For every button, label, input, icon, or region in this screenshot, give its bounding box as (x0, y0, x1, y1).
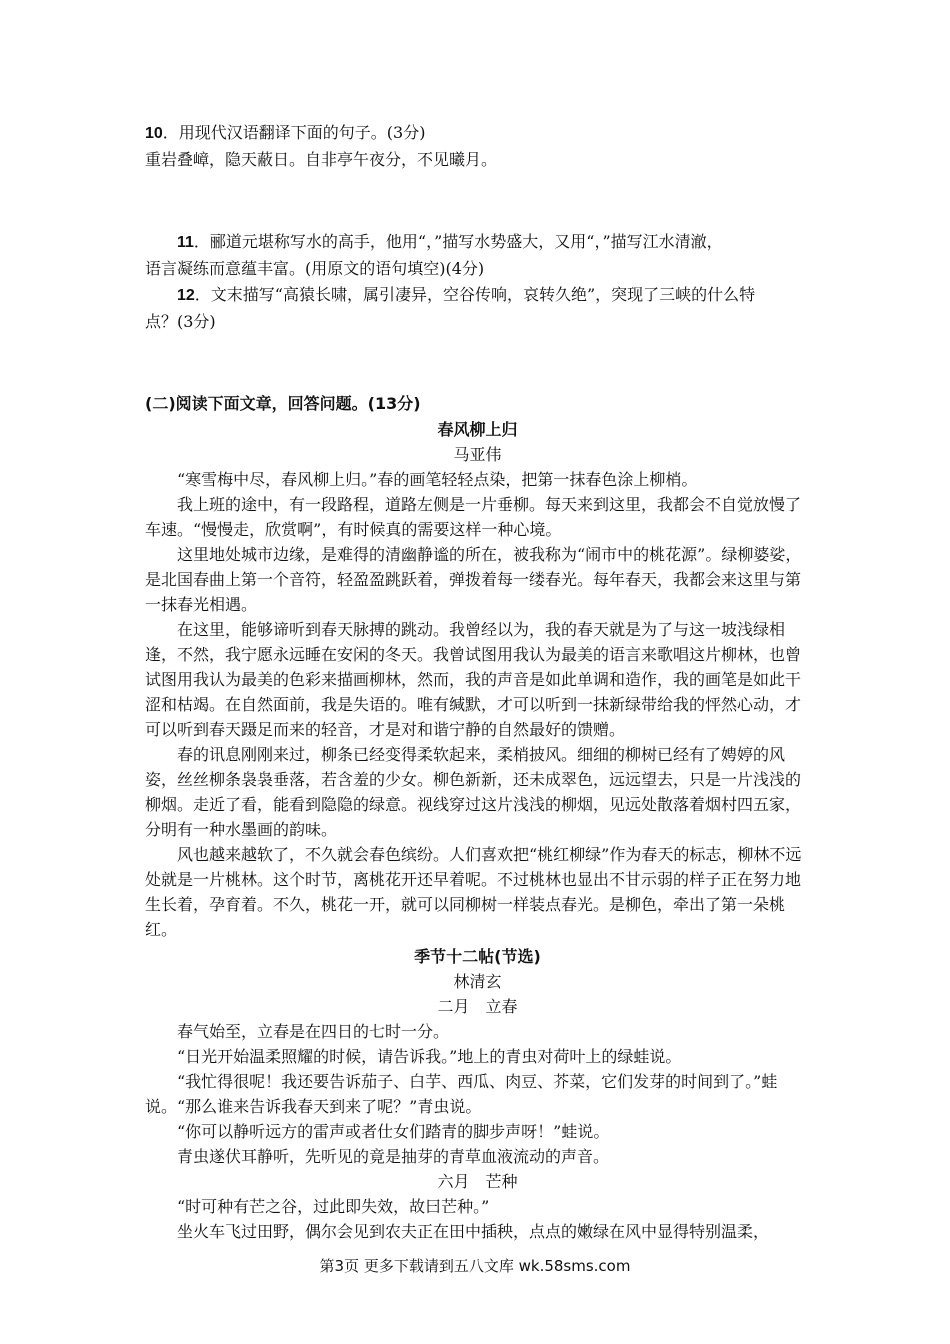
question-12 (145, 282, 810, 309)
question-10 (145, 120, 810, 147)
article-paragraph: 这里地处城市边缘，是难得的清幽静谧的所在，被我称为“闹市中的桃花源”。绿柳婆娑，是北国春曲上第一个音符，轻盈盈跳跃着，弹拨着每一缕春光。每年春天，我都会来这里与第一抹春光相遇。 (145, 545, 802, 614)
subsection-title: 二月 立春 (437, 997, 518, 1016)
article-author: 马亚伟 (453, 445, 502, 464)
article-paragraph: 春的讯息刚刚来过，柳条已经变得柔软起来，柔梢披风。细细的柳树已经有了娉婷的风姿，丝丝柳条袅袅垂落，若含羞的少女。柳色新新，还未成翠色，远远望去，只是一片浅浅的柳烟。走近了看，能看到隐隐的绿意。视线穿过这片浅浅的柳烟，见远处散落着烟村四五家，分明有一种水墨画的韵味。 (145, 745, 802, 839)
question-number: 12 (177, 287, 195, 304)
article-author: 林清玄 (453, 972, 502, 991)
article-paragraph: 在这里，能够谛听到春天脉搏的跳动。我曾经以为，我的春天就是为了与这一坡浅绿相逢，不然，我宁愿永远睡在安闲的冬天。我曾试图用我认为最美的语言来歌唱这片柳林，也曾试图用我认为最美的色彩来描画柳林，然而，我的声音是如此单调和造作，我的画笔是如此干涩和枯竭。在自然面前，我是失语的。唯有缄默，才可以听到一抹新绿带给我的怦然心动，才可以听到春天蹑足而来的轻音，才是对和谐宁静的自然最好的馈赠。 (145, 620, 802, 739)
article-paragraph: “寒雪梅中尽，春风柳上归。”春的画笔轻轻点染，把第一抹春色涂上柳梢。 (177, 470, 698, 489)
article-paragraph: “你可以静听远方的雷声或者仕女们踏青的脚步声呀！”蛙说。 (177, 1122, 610, 1141)
question-text: ．用现代汉语翻译下面的句子。(3分) (162, 123, 426, 142)
question-12-line2: 点？(3分) (145, 312, 216, 331)
article-paragraph: 坐火车飞过田野，偶尔会见到农夫正在田中插秧，点点的嫩绿在风中显得特别温柔， (177, 1222, 770, 1241)
question-number: 10 (145, 125, 163, 142)
section-heading: (二)阅读下面文章，回答问题。(13分) (145, 394, 421, 413)
article-paragraph: 春气始至，立春是在四日的七时一分。 (177, 1022, 450, 1041)
question-11-line2: 语言凝练而意蕴丰富。(用原文的语句填空)(4分) (145, 259, 485, 278)
answer-space (145, 173, 810, 229)
article-paragraph: “日光开始温柔照耀的时候，请告诉我。”地上的青虫对荷叶上的绿蛙说。 (177, 1047, 682, 1066)
article-paragraph: 青虫遂伏耳静听，先听见的竟是抽芽的青草血液流动的声音。 (177, 1147, 610, 1166)
answer-space (145, 335, 810, 391)
question-10-sentence: 重岩叠嶂，隐天蔽日。自非亭午夜分，不见曦月。 (145, 150, 498, 169)
question-text: ．郦道元堪称写水的高手，他用“，”描写水势盛大，又用“，”描写江水清澈， (193, 232, 723, 251)
document-page (145, 120, 810, 1244)
page-footer: 第3页 更多下载请到五八文库 wk.58sms.com (319, 1257, 631, 1275)
article-paragraph: “时可种有芒之谷，过此即失效，故曰芒种。” (177, 1197, 490, 1216)
article-paragraph: 风也越来越软了，不久就会春色缤纷。人们喜欢把“桃红柳绿”作为春天的标志，柳林不远处就是一片桃林。这个时节，离桃花开还早着呢。不过桃林也显出不甘示弱的样子正在努力地生长着，孕育着。不久，桃花一开，就可以同柳树一样装点春光。是柳色，牵出了第一朵桃红。 (145, 845, 802, 939)
article-paragraph: 我上班的途中，有一段路程，道路左侧是一片垂柳。每天来到这里，我都会不自觉放慢了车速。“慢慢走，欣赏啊”，有时候真的需要这样一种心境。 (145, 495, 802, 539)
question-11 (145, 229, 810, 256)
question-text: ．文末描写“高猿长啸，属引凄异，空谷传响，哀转久绝”，突现了三峡的什么特 (194, 285, 756, 304)
article-paragraph: “我忙得很呢！我还要告诉茄子、白芋、西瓜、肉豆、芥菜，它们发芽的时间到了。”蛙说。“那么谁来告诉我春天到来了呢？”青虫说。 (145, 1072, 778, 1116)
question-number: 11 (177, 234, 194, 251)
subsection-title: 六月 芒种 (437, 1172, 518, 1191)
article-title: 季节十二帖(节选) (414, 947, 541, 966)
article-title: 春风柳上归 (437, 420, 518, 439)
